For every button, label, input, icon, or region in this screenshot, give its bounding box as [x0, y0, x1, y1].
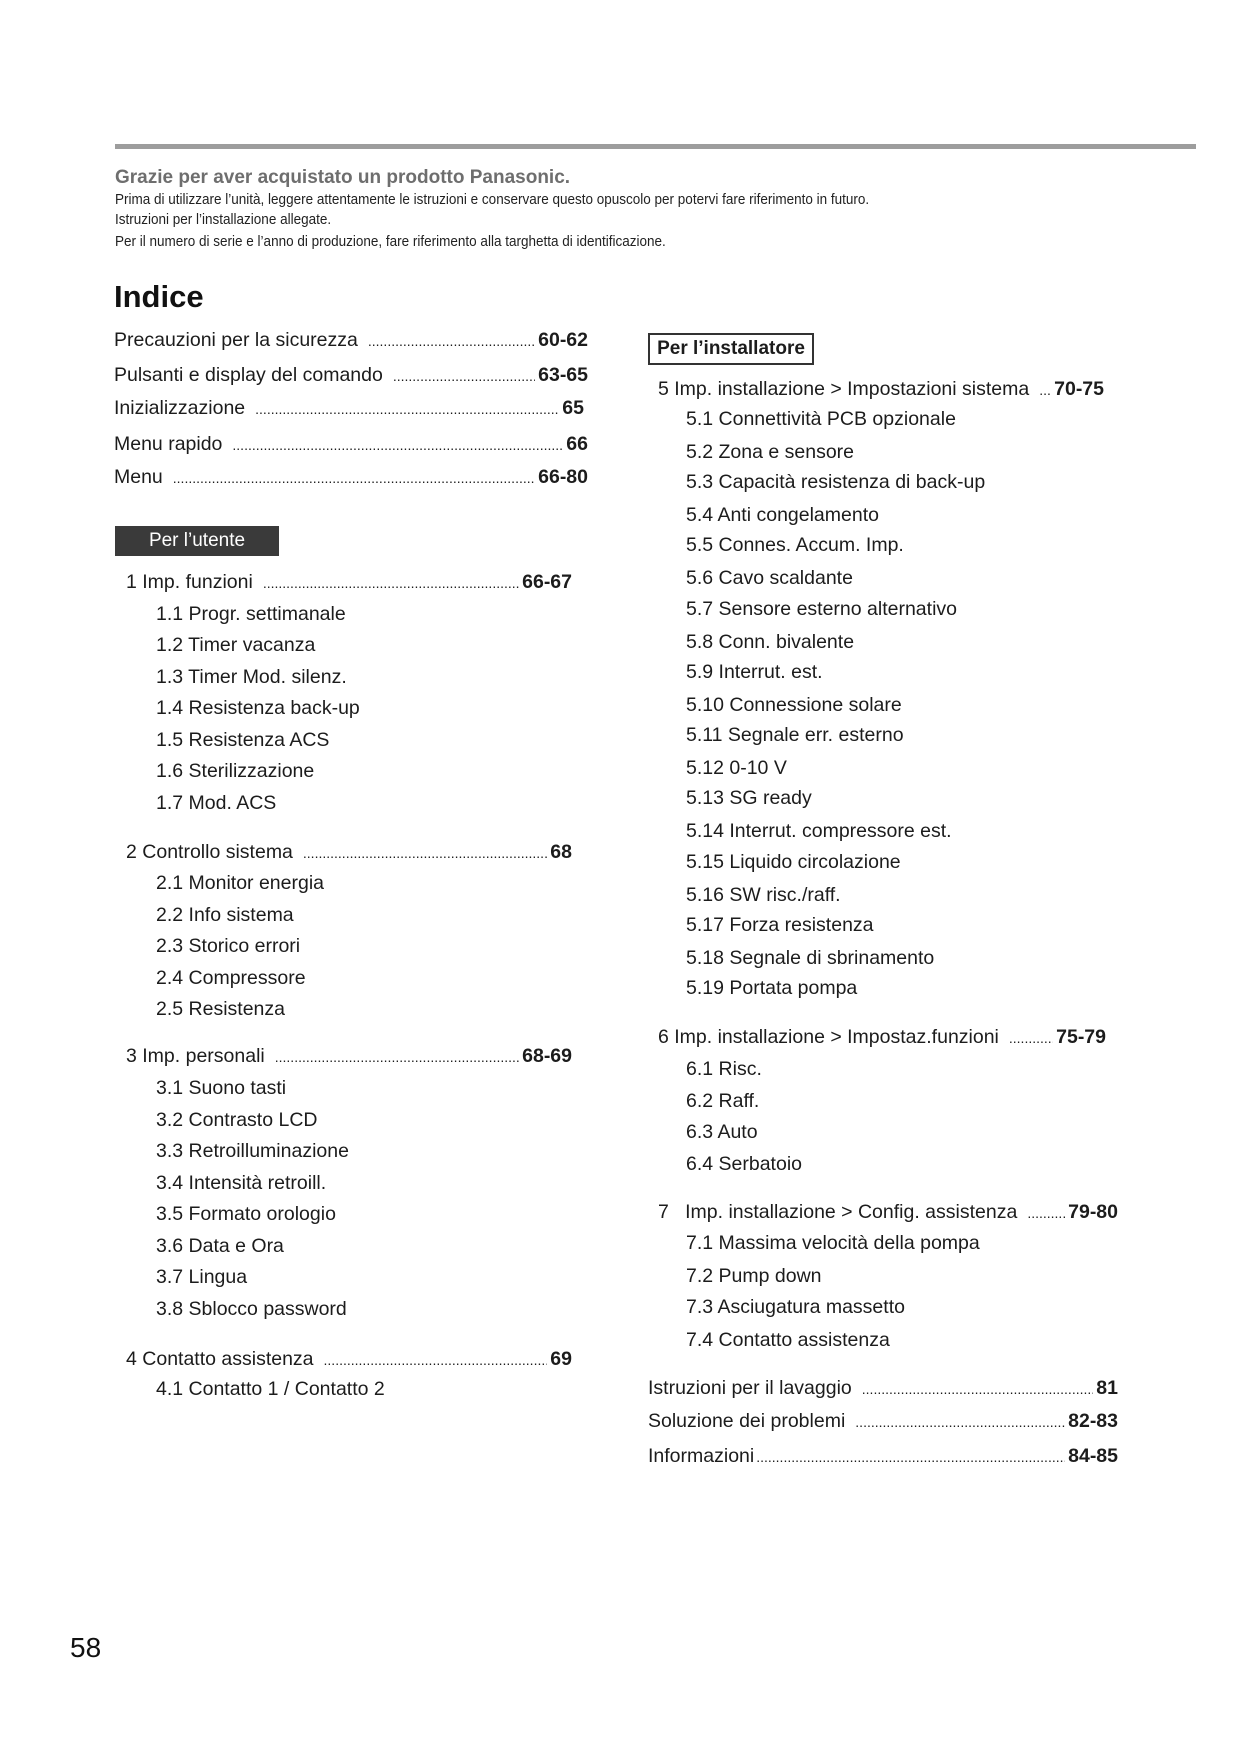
toc-subitem[interactable]: 5.9 Interrut. est.: [686, 661, 823, 683]
toc-section-5[interactable]: 5 Imp. installazione > Impostazioni sistema ..... 70-75: [658, 378, 1104, 401]
toc-subitem[interactable]: 5.1 Connettività PCB opzionale: [686, 408, 956, 430]
toc-subitem[interactable]: 5.17 Forza resistenza: [686, 914, 874, 936]
toc-subitem[interactable]: 5.8 Conn. bivalente: [686, 631, 855, 653]
toc-subitem[interactable]: 6.3 Auto: [686, 1121, 758, 1143]
toc-entry[interactable]: Precauzioni per la sicurezza ..... 60-62: [114, 329, 588, 352]
toc-subitem[interactable]: 4.1 Contatto 1 / Contatto 2: [156, 1378, 385, 1400]
toc-entry[interactable]: Istruzioni per il lavaggio ..... 81: [648, 1377, 1118, 1400]
toc-subitem[interactable]: 7.1 Massima velocità della pompa: [686, 1232, 980, 1254]
toc-subitem[interactable]: 5.7 Sensore esterno alternativo: [686, 598, 958, 620]
toc-entry[interactable]: Soluzione dei problemi ..... 82-83: [648, 1410, 1118, 1433]
toc-subitem[interactable]: 5.5 Connes. Accum. Imp.: [686, 534, 904, 556]
toc-subitem[interactable]: 6.1 Risc.: [686, 1058, 762, 1080]
toc-subitem[interactable]: 2.2 Info sistema: [156, 904, 294, 926]
toc-subitem[interactable]: 1.6 Sterilizzazione: [156, 760, 315, 782]
index-title: Indice: [114, 279, 204, 314]
toc-subitem[interactable]: 3.3 Retroilluminazione: [156, 1140, 349, 1162]
toc-section-3[interactable]: 3 Imp. personali ..... 68-69: [126, 1045, 572, 1068]
installer-section-heading: Per l’installatore: [648, 333, 814, 365]
intro-line-3: Per il numero di serie e l’anno di produzione, fare riferimento alla targhetta di identificazione.: [115, 233, 666, 250]
toc-subitem[interactable]: 3.6 Data e Ora: [156, 1235, 284, 1257]
toc-entry[interactable]: Menu ..... 66-80: [114, 466, 588, 489]
toc-section-1[interactable]: 1 Imp. funzioni ..... 66-67: [126, 571, 572, 594]
toc-subitem[interactable]: 5.2 Zona e sensore: [686, 441, 855, 463]
toc-subitem[interactable]: 7.2 Pump down: [686, 1265, 822, 1287]
toc-entry[interactable]: Menu rapido ..... 66: [114, 433, 588, 456]
toc-entry[interactable]: Inizializzazione ..... 65: [114, 397, 584, 420]
toc-subitem[interactable]: 5.12 0-10 V: [686, 757, 787, 779]
toc-subitem[interactable]: 6.4 Serbatoio: [686, 1153, 803, 1175]
toc-subitem[interactable]: 5.4 Anti congelamento: [686, 504, 879, 526]
toc-section-7[interactable]: 7 Imp. installazione > Config. assistenza ..... 79-80: [658, 1201, 1118, 1224]
toc-subitem[interactable]: 5.10 Connessione solare: [686, 694, 902, 716]
toc-subitem[interactable]: 3.2 Contrasto LCD: [156, 1109, 318, 1131]
intro-line-2: Istruzioni per l’installazione allegate.: [115, 211, 332, 228]
toc-subitem[interactable]: 1.2 Timer vacanza: [156, 634, 316, 656]
intro-title: Grazie per aver acquistato un prodotto Panasonic.: [115, 167, 571, 188]
user-section-heading: Per l’utente: [115, 526, 279, 556]
toc-subitem[interactable]: 5.13 SG ready: [686, 787, 812, 809]
toc-subitem[interactable]: 2.5 Resistenza: [156, 998, 285, 1020]
toc-subitem[interactable]: 1.3 Timer Mod. silenz.: [156, 666, 347, 688]
page-number: 58: [70, 1632, 102, 1663]
toc-subitem[interactable]: 7.4 Contatto assistenza: [686, 1329, 890, 1351]
toc-subitem[interactable]: 7.3 Asciugatura massetto: [686, 1296, 905, 1318]
toc-subitem[interactable]: 3.4 Intensità retroill.: [156, 1172, 327, 1194]
toc-section-4[interactable]: 4 Contatto assistenza ..... 69: [126, 1348, 572, 1371]
toc-subitem[interactable]: 5.15 Liquido circolazione: [686, 851, 901, 873]
toc-subitem[interactable]: 2.3 Storico errori: [156, 935, 301, 957]
toc-entry[interactable]: Pulsanti e display del comando ..... 63-65: [114, 364, 588, 387]
toc-subitem[interactable]: 3.5 Formato orologio: [156, 1203, 336, 1225]
toc-subitem[interactable]: 6.2 Raff.: [686, 1090, 760, 1112]
toc-subitem[interactable]: 5.18 Segnale di sbrinamento: [686, 947, 935, 969]
toc-section-2[interactable]: 2 Controllo sistema ..... 68: [126, 841, 572, 864]
toc-subitem[interactable]: 3.8 Sblocco password: [156, 1298, 347, 1320]
toc-subitem[interactable]: 5.11 Segnale err. esterno: [686, 724, 904, 746]
toc-subitem[interactable]: 1.5 Resistenza ACS: [156, 729, 330, 751]
toc-subitem[interactable]: 5.19 Portata pompa: [686, 977, 858, 999]
toc-subitem[interactable]: 2.1 Monitor energia: [156, 872, 325, 894]
toc-subitem[interactable]: 1.4 Resistenza back-up: [156, 697, 360, 719]
toc-subitem[interactable]: 5.6 Cavo scaldante: [686, 567, 853, 589]
toc-subitem[interactable]: 5.14 Interrut. compressore est.: [686, 820, 952, 842]
toc-subitem[interactable]: 1.7 Mod. ACS: [156, 792, 277, 814]
intro-block: [115, 166, 1195, 252]
toc-subitem[interactable]: 5.16 SW risc./raff.: [686, 884, 841, 906]
toc-subitem[interactable]: 3.1 Suono tasti: [156, 1077, 287, 1099]
toc-entry[interactable]: Informazioni ..... 84-85: [648, 1445, 1118, 1468]
toc-subitem[interactable]: 3.7 Lingua: [156, 1266, 248, 1288]
header-rule: [115, 144, 1196, 149]
toc-subitem[interactable]: 2.4 Compressore: [156, 967, 306, 989]
toc-subitem[interactable]: 5.3 Capacità resistenza di back-up: [686, 471, 986, 493]
toc-section-6[interactable]: 6 Imp. installazione > Impostaz.funzioni ..... 75-79: [658, 1026, 1106, 1049]
toc-subitem[interactable]: 1.1 Progr. settimanale: [156, 603, 346, 625]
intro-line-1: Prima di utilizzare l’unità, leggere attentamente le istruzioni e conservare questo opuscolo per potervi fare riferimento in futuro.: [115, 191, 870, 208]
